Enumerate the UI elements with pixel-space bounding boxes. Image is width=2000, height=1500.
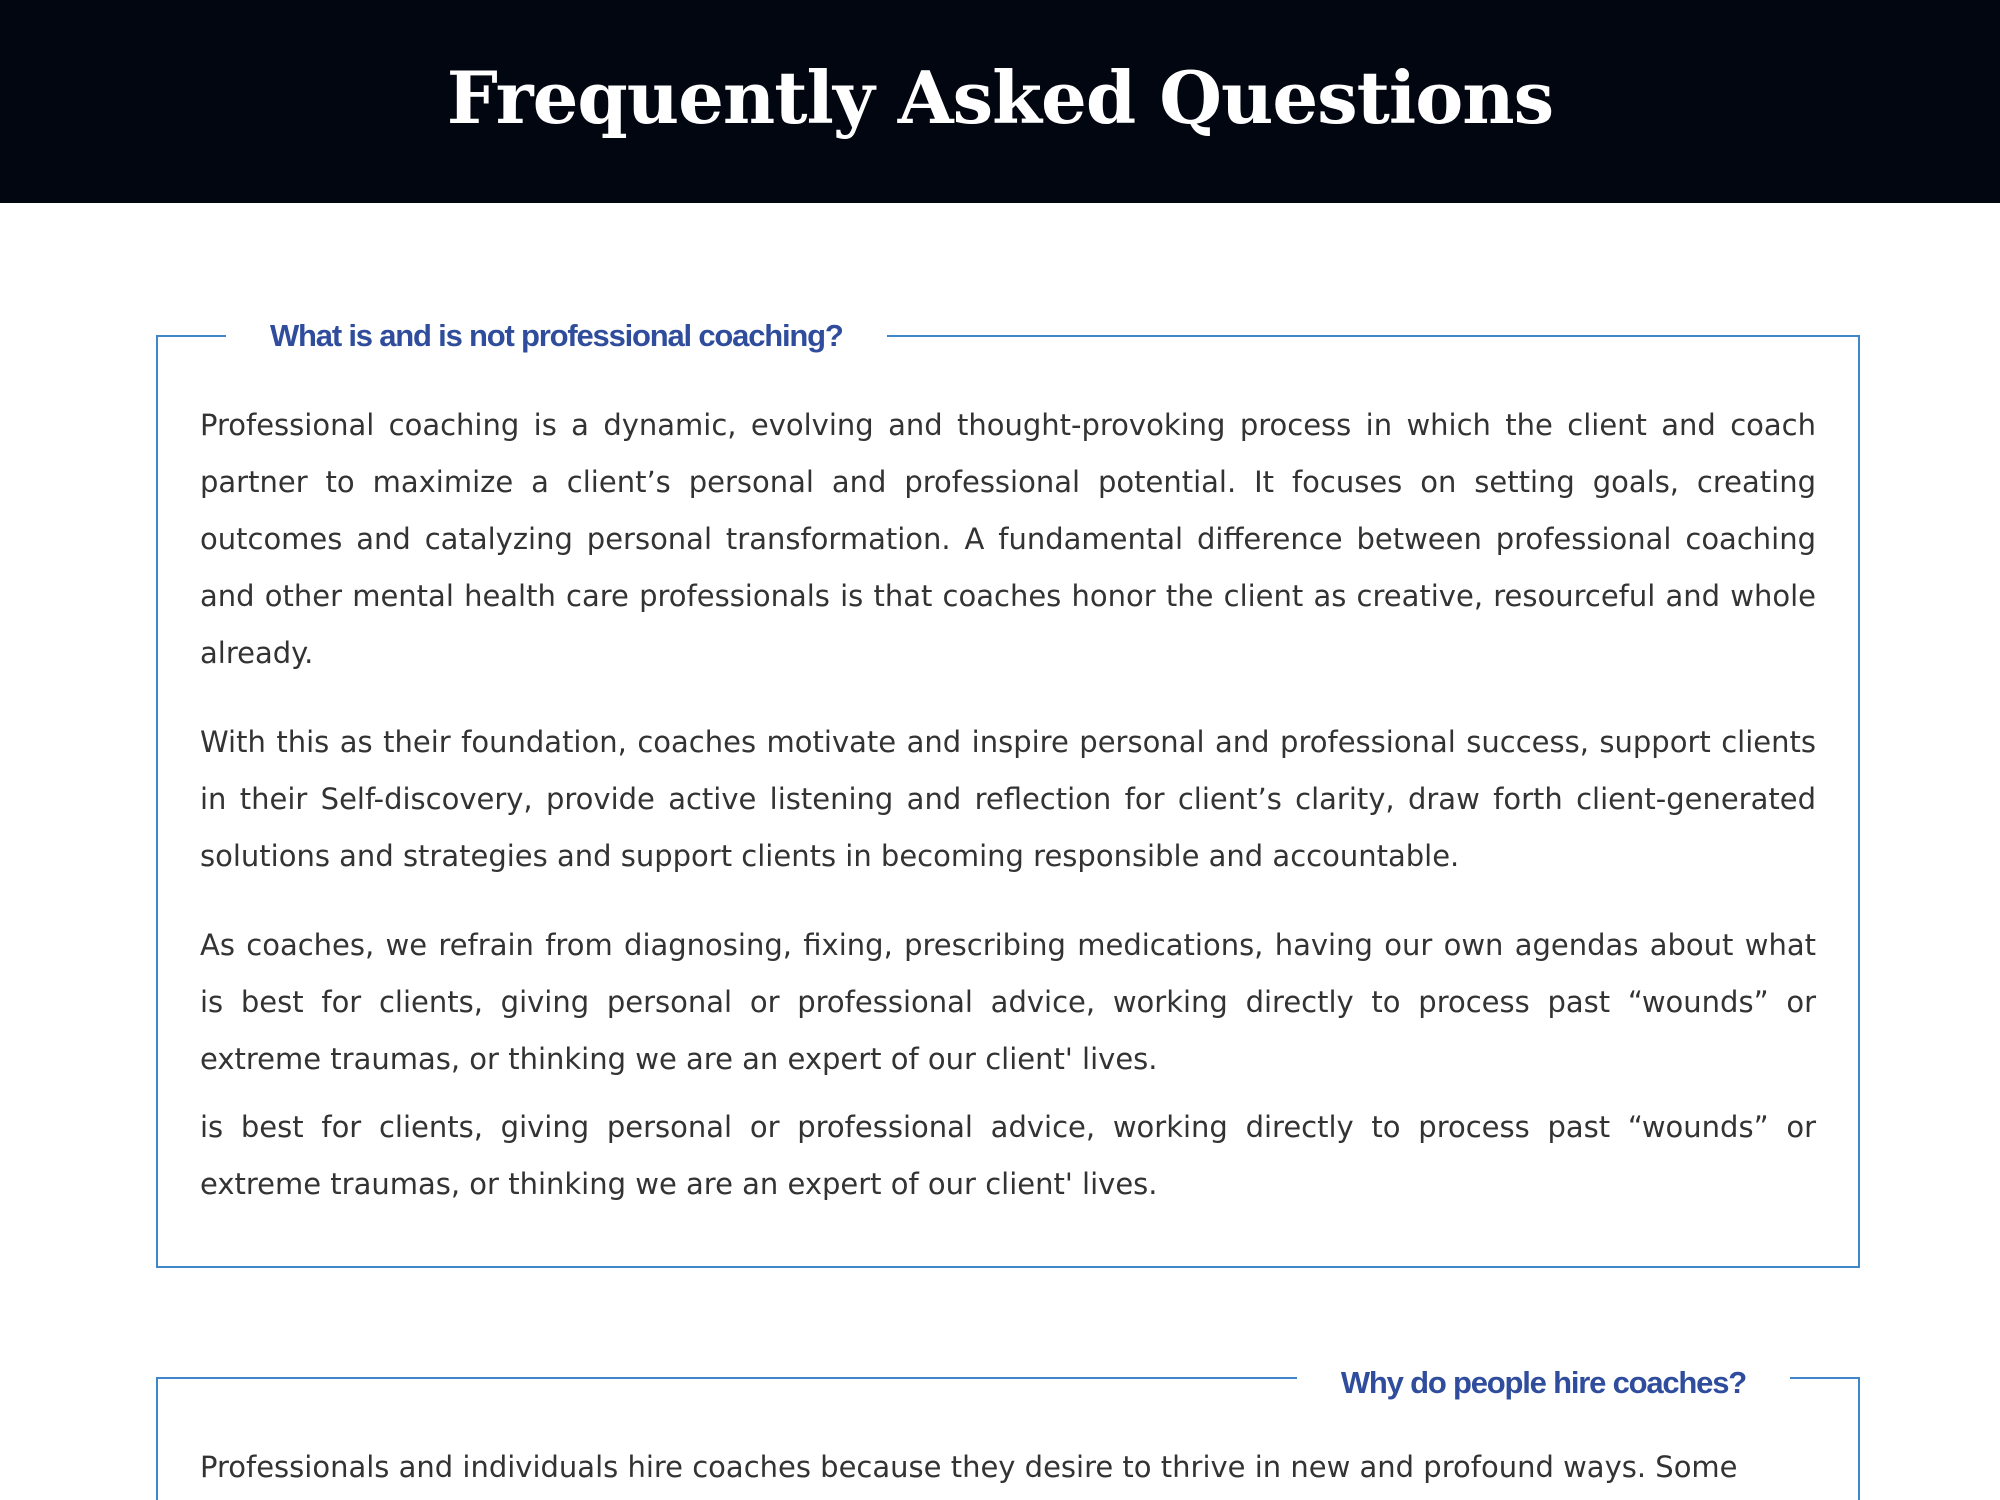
faq-answer-professional-coaching [200, 397, 1816, 1213]
faq-paragraph: is best for clients, giving personal or professional advice, working directly to process past “wounds” or extreme traumas, or thinking we are an expert of our client' lives. [200, 1110, 1816, 1201]
faq-paragraph: Professionals and individuals hire coaches because they desire to thrive in new and profound ways. Some [200, 1450, 1738, 1484]
faq-question-why-hire-coaches: Why do people hire coaches? [1297, 1360, 1790, 1406]
hero-banner [0, 0, 2000, 203]
faq-answer-why-hire-coaches [200, 1439, 1816, 1496]
faq-paragraph: Professional coaching is a dynamic, evolving and thought-provoking process in which the client and coach partner to maximize a client’s personal and professional potential. It focuses on setting goals, creating outcomes and catalyzing personal transformation. A fundamental difference between professional coaching and other mental health care professionals is that coaches honor the client as creative, resourceful and whole already. [200, 408, 1816, 670]
faq-item-why-hire-coaches [156, 1365, 1860, 1500]
faq-question-professional-coaching: What is and is not professional coaching? [226, 313, 887, 359]
faq-paragraph: With this as their foundation, coaches motivate and inspire personal and professional success, support clients in their Self-discovery, provide active listening and reflection for client’s clarity, draw forth client-generated solutions and strategies and support clients in becoming responsible and accountable. [200, 725, 1816, 873]
page-title: Frequently Asked Questions [446, 55, 1554, 140]
faq-item-professional-coaching [156, 318, 1860, 1268]
faq-paragraph: As coaches, we refrain from diagnosing, fixing, prescribing medications, having our own agendas about what is best for clients, giving personal or professional advice, working directly to process past “wounds” or extreme traumas, or thinking we are an expert of our client' lives. [200, 928, 1816, 1076]
